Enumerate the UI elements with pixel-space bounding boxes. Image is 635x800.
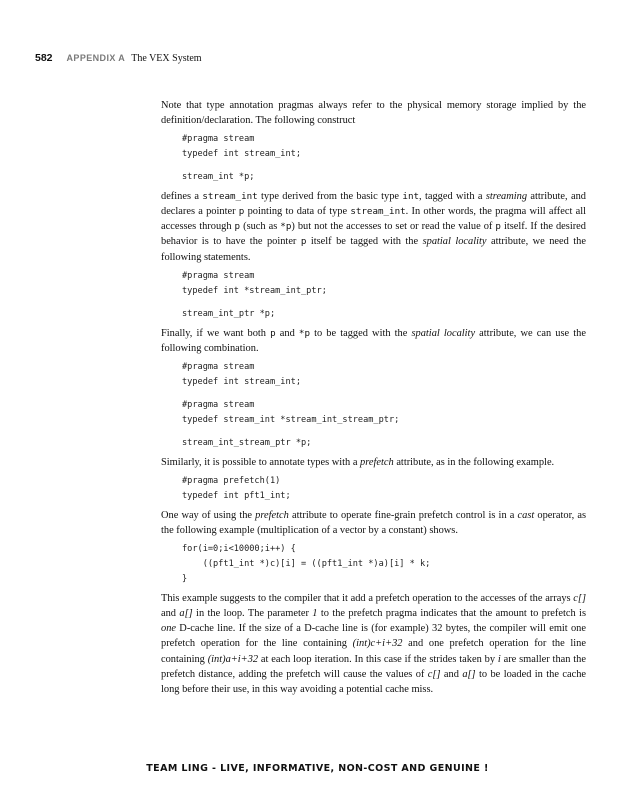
paragraph-5: One way of using the prefetch attribute to operate fine-grain prefetch control is in a cast operator, as the following example (multiplication of a vector by a constant) shows. <box>161 509 587 537</box>
paragraph-2: defines a stream_int type derived from the basic type int, tagged with a streaming attribute, and declares a pointer p pointing to data of type stream_int. In other words, the pragma will affect all accesses through p (such as *p) but not the accesses to set or read the value of p itself. If the desired behavior is to have the pointer p itself be tagged with the spatial locality attribute, we need the following statements. <box>161 191 586 263</box>
running-header <box>35 52 202 64</box>
code-line: stream_int_stream_ptr *p; <box>182 437 312 448</box>
footer-banner: TEAM LING - LIVE, INFORMATIVE, NON-COST AND GENUINE ! <box>146 763 489 774</box>
code-line: #pragma stream <box>182 134 255 145</box>
paragraph-1: Note that type annotation pragmas always refer to the physical memory storage implied by the definition/declaration. The following construct <box>161 100 586 127</box>
code-line: typedef int stream_int; <box>182 149 301 160</box>
code-line: } <box>182 574 188 585</box>
code-line: #pragma stream <box>182 270 255 281</box>
code-block-3 <box>182 360 586 451</box>
code-line: #pragma prefetch(1) <box>182 475 281 486</box>
appendix-label: APPENDIX A <box>66 53 126 63</box>
paragraph-3: Finally, if we want both p and *p to be tagged with the spatial locality attribute, we can use the following combination. <box>161 327 586 354</box>
code-line: typedef stream_int *stream_int_stream_ptr; <box>182 414 400 425</box>
paragraph-4: Similarly, it is possible to annotate types with a prefetch attribute, as in the following example. <box>161 456 555 468</box>
code-line: #pragma stream <box>182 399 255 410</box>
code-block-5 <box>182 542 586 587</box>
header-title: The VEX System <box>131 53 202 64</box>
code-line: stream_int_ptr *p; <box>182 308 276 319</box>
paragraph-6: This example suggests to the compiler that it add a prefetch operation to the accesses of the arrays c[] and a[] in the loop. The parameter 1 to the prefetch pragma indicates that the amount to prefetch is one D-cache line. If the size of a D-cache line is (for example) 32 bytes, the compiler will emit one prefetch operation for the line containing (int)c+i+32 and one prefetch operation for the line containing (int)a+i+32 at each loop iteration. In this case if the strides taken by i are smaller than the prefetch distance, adding the prefetch will cause the values of c[] and a[] to be loaded in the cache long before their use, in this way avoiding a potential cache miss. <box>161 593 587 695</box>
code-line: typedef int stream_int; <box>182 376 301 387</box>
code-line: for(i=0;i<10000;i++) { <box>182 544 296 555</box>
page-body <box>161 98 586 697</box>
code-block-4 <box>182 474 586 504</box>
code-line: typedef int *stream_int_ptr; <box>182 285 327 296</box>
code-block-1 <box>182 132 586 185</box>
code-line: typedef int pft1_int; <box>182 490 291 501</box>
code-block-2 <box>182 269 586 322</box>
code-line: #pragma stream <box>182 361 255 372</box>
page-number: 582 <box>35 52 53 64</box>
code-line: ((pft1_int *)c)[i] = ((pft1_int *)a)[i] * k; <box>182 559 431 570</box>
code-line: stream_int *p; <box>182 172 255 183</box>
